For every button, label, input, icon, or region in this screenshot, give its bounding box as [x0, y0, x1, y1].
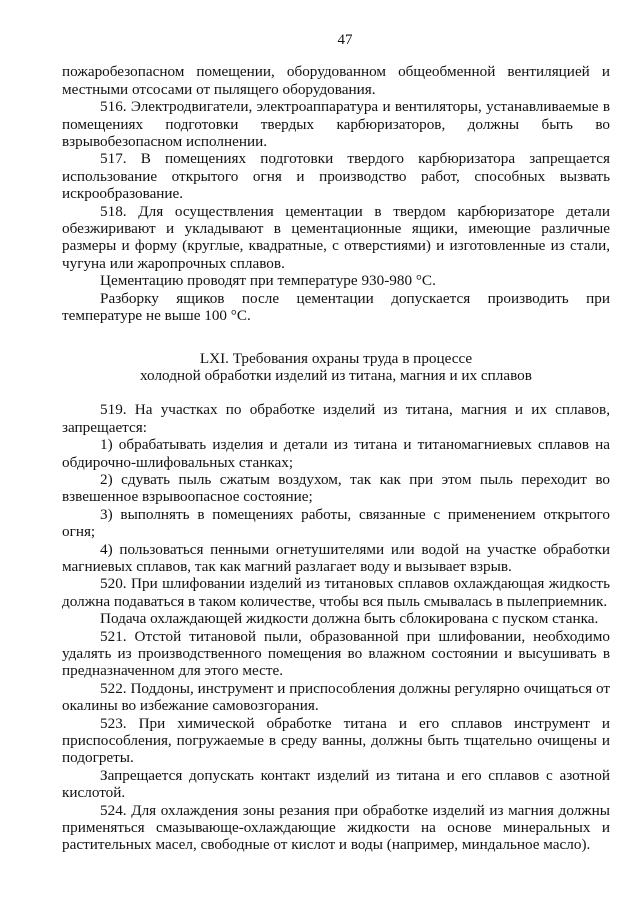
paragraph: 519. На участках по обработке изделий из титана, магния и их сплавов, запрещается:: [62, 401, 610, 436]
paragraph: Подача охлаждающей жидкости должна быть сблокирована с пуском станка.: [100, 610, 599, 628]
page-number: 47: [337, 32, 353, 48]
section-heading: [62, 350, 610, 385]
paragraphs-after-section: [62, 401, 610, 854]
paragraph: 516. Электродвигатели, электроаппаратура и вентиляторы, устанавливаемые в помещениях подготовки твердых карбюризаторов, должны быть во взрывобезопасном исполнении.: [62, 98, 610, 151]
list-item: 3) выполнять в помещениях работы, связанные с применением открытого огня;: [62, 505, 610, 541]
paragraph: 523. При химической обработке титана и его сплавов инструмент и приспособления, погружаемые в среду ванны, должны быть тщательно очищены и подогреты.: [62, 714, 610, 767]
paragraph: 524. Для охлаждения зоны резания при обработке изделий из магния должны применяться смазывающе-охлаждающие жидкости на основе минеральных и растительных масел, свободные от кислот и воды (например, миндальное масло).: [62, 801, 610, 854]
paragraph: 517. В помещениях подготовки твердого карбюризатора запрещается использование открытого огня и производство работ, способных вызвать искрообразование.: [62, 150, 610, 203]
paragraph: Цементацию проводят при температуре 930-980 °С.: [100, 272, 436, 290]
paragraph: 518. Для осуществления цементации в твердом карбюризаторе детали обезжиривают и укладывают в цементационные ящики, имеющие различные размеры и форму (круглые, квадратные, с отверстиями) и изготовленные из стали, чугуна или жаропрочных сплавов.: [62, 202, 610, 272]
section-heading-line-1: LXI. Требования охраны труда в процессе: [199, 349, 473, 367]
paragraph: 521. Отстой титановой пыли, образованной при шлифовании, необходимо удалять из производственного помещения во влажном состоянии и высушивать в предназначенном для этого месте.: [62, 627, 610, 680]
paragraphs-before-section: [62, 63, 610, 324]
paragraph: 520. При шлифовании изделий из титановых сплавов охлаждающая жидкость должна подаваться в таком количестве, чтобы вся пыль смывалась в пылеприемник.: [62, 575, 610, 610]
list-item: 1) обрабатывать изделия и детали из титана и титаномагниевых сплавов на обдирочно-шлифовальных станках;: [62, 436, 610, 471]
paragraph: Запрещается допускать контакт изделий из титана и его сплавов с азотной кислотой.: [62, 766, 610, 802]
section-heading-line-2: холодной обработки изделий из титана, магния и их сплавов: [140, 366, 532, 384]
paragraph: 522. Поддоны, инструмент и приспособления должны регулярно очищаться от окалины во избежание самовозгорания.: [62, 679, 610, 715]
paragraph: Разборку ящиков после цементации допускается производить при температуре не выше 100 °С.: [62, 289, 610, 325]
paragraph: пожаробезопасном помещении, оборудованном общеобменной вентиляцией и местными отсосами от пылящего оборудования.: [62, 63, 610, 98]
list-item: 4) пользоваться пенными огнетушителями или водой на участке обработки магниевых сплавов, так как магний разлагает воду и вызывает взрыв.: [62, 540, 610, 575]
list-item: 2) сдувать пыль сжатым воздухом, так как при этом пыль переходит во взвешенное взрывоопасное состояние;: [62, 470, 610, 506]
